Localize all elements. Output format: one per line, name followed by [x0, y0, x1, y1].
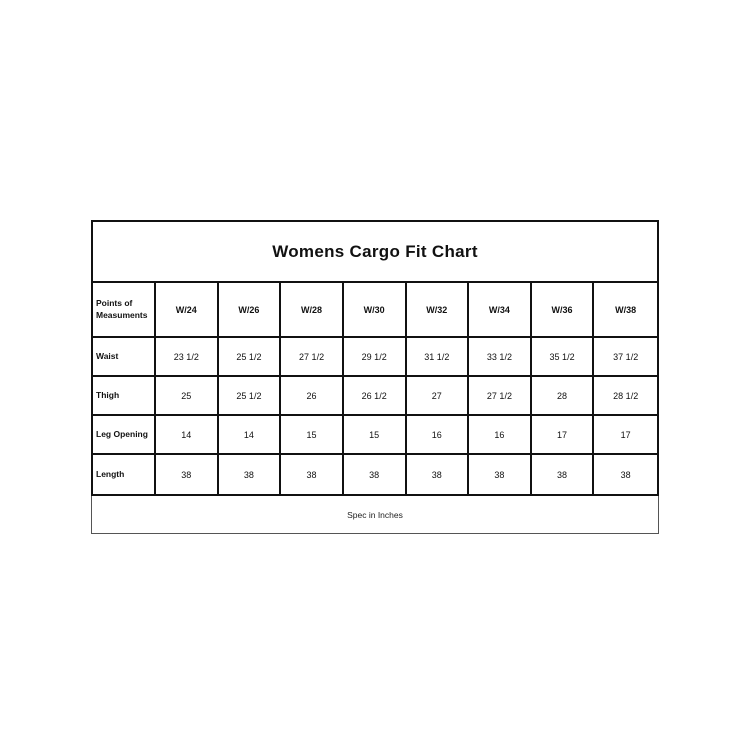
table-cell: 23 1/2	[156, 338, 219, 377]
table-cell: 15	[344, 416, 407, 455]
table-cell: 38	[219, 455, 282, 494]
table-cell: 31 1/2	[407, 338, 470, 377]
column-header: W/24	[156, 283, 219, 338]
column-header: W/32	[407, 283, 470, 338]
table-cell: 14	[156, 416, 219, 455]
table-cell: 27 1/2	[281, 338, 344, 377]
table-cell: 38	[469, 455, 532, 494]
table-cell: 35 1/2	[532, 338, 595, 377]
table-cell: 17	[532, 416, 595, 455]
column-header: W/34	[469, 283, 532, 338]
table-cell: 15	[281, 416, 344, 455]
table-cell: 25 1/2	[219, 377, 282, 416]
table-cell: 28	[532, 377, 595, 416]
table-cell: 38	[407, 455, 470, 494]
table-cell: 28 1/2	[594, 377, 657, 416]
table-cell: 16	[469, 416, 532, 455]
table-cell: 16	[407, 416, 470, 455]
column-header: W/38	[594, 283, 657, 338]
column-header: W/28	[281, 283, 344, 338]
table-cell: 38	[156, 455, 219, 494]
table-cell: 26 1/2	[344, 377, 407, 416]
table-cell: 25 1/2	[219, 338, 282, 377]
row-label: Thigh	[93, 377, 156, 416]
column-header: W/26	[219, 283, 282, 338]
row-label: Waist	[93, 338, 156, 377]
row-label: Length	[93, 455, 156, 494]
column-header: W/30	[344, 283, 407, 338]
row-label: Leg Opening	[93, 416, 156, 455]
table-cell: 33 1/2	[469, 338, 532, 377]
table-cell: 27 1/2	[469, 377, 532, 416]
table-cell: 38	[281, 455, 344, 494]
table-cell: 29 1/2	[344, 338, 407, 377]
fit-chart	[91, 220, 659, 534]
table-cell: 38	[344, 455, 407, 494]
table-cell: 26	[281, 377, 344, 416]
table-cell: 25	[156, 377, 219, 416]
chart-title: Womens Cargo Fit Chart	[91, 220, 659, 283]
table-cell: 17	[594, 416, 657, 455]
corner-label: Points of Measuments	[93, 283, 156, 338]
size-table	[91, 283, 659, 496]
column-header: W/36	[532, 283, 595, 338]
table-cell: 14	[219, 416, 282, 455]
units-note: Spec in Inches	[91, 496, 659, 534]
table-cell: 37 1/2	[594, 338, 657, 377]
table-cell: 38	[620, 469, 631, 480]
table-cell: 38	[532, 455, 595, 494]
table-cell: 27	[407, 377, 470, 416]
